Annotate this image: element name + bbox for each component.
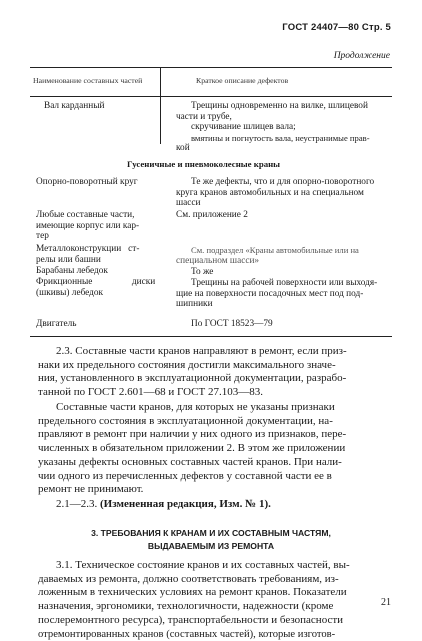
cell-line: кой (176, 143, 190, 154)
text-line: отремонтированных кранов (составных частей), которые изготов- (38, 628, 336, 640)
section-heading-3 (30, 527, 392, 552)
heading-line: ВЫДАВАЕМЫМ ИЗ РЕМОНТА (147, 540, 275, 551)
cell-line: шасси (176, 198, 201, 209)
text-line: 2.3. Составные части кранов направляют в ремонт, если приз- (56, 345, 347, 357)
table-row-defects (176, 278, 377, 310)
section-title: Гусеничные и пневмоколесные краны (127, 159, 281, 169)
table-bottom-rule (30, 336, 392, 337)
text-line: ния, установленного в эксплуатационной документации, разрабо- (38, 372, 347, 385)
table-row-defects (176, 101, 370, 154)
table-row-defects (176, 210, 248, 221)
col-header-name: Наименование составных частей (33, 76, 143, 85)
table-row-defects (191, 267, 213, 278)
heading-line: 3. ТРЕБОВАНИЯ К КРАНАМ И ИХ СОСТАВНЫМ ЧАСТЯМ, (91, 528, 331, 538)
cell-line: То же (191, 267, 214, 277)
amendment-range: 2.1—2.3. (56, 498, 100, 510)
text-line: численных в обязательном приложении 2. В этом же приложении (38, 442, 346, 455)
cell-line: шипники (176, 299, 213, 310)
text-line: предельного состояния в эксплуатационной документации, на- (38, 414, 333, 427)
cell-line: щие на поверхности посадочных мест под под- (176, 288, 364, 299)
table-row-name (36, 277, 154, 298)
cell-line: См. приложение 2 (176, 210, 248, 220)
cell-line: имеющие корпус или кар- (36, 220, 140, 231)
text-line: ложенным в технических условиях на ремонт кранов. Показатели (38, 586, 347, 599)
text-line: назначения, эргономики, технологичности, надежности (кроме (38, 600, 334, 613)
continuation-label: Продолжение (333, 51, 390, 61)
cell-line: Фрикционные диски (36, 277, 156, 287)
table-row-defects (176, 319, 273, 330)
table-row-defects (176, 245, 359, 266)
table-row-defects (176, 177, 374, 209)
text-line: чии одного из перечисленных дефектов у составной части ее в (38, 469, 332, 482)
text-line: послеремонтного ресурса), транспортабельности и безопасности (38, 613, 344, 626)
text-line: 3.1. Техническое состояние кранов и их составных частей, вы- (56, 559, 350, 571)
text-line: указаны дефекты основных составных частей кранов. При нали- (38, 455, 342, 468)
header-column-divider (160, 67, 161, 96)
cell-line: части и трубе, (176, 111, 232, 122)
cell-line: См. подраздел «Краны автомобильные или на (191, 245, 359, 255)
table-top-rule (30, 67, 392, 68)
text-line: правляют в ремонт при наличии у них одного из признаков, пере- (38, 428, 347, 441)
text-line (38, 498, 392, 512)
cell-line: Опорно-поворотный круг (36, 177, 138, 187)
table-header-rule (30, 96, 392, 97)
text-line: наки их предельного состояния достигли максимального значе- (38, 358, 336, 371)
text-line: ремонт не принимают. (38, 483, 144, 496)
text-line: Составные части кранов, для которых не указаны признаки (56, 401, 335, 413)
cell-line: Те же дефекты, что и для опорно-поворотного (191, 177, 375, 187)
cell-line: Металлоконструкции ст- (36, 244, 140, 254)
cell-line: круга кранов автомобильных и на специальном (176, 187, 364, 198)
cell-line: (шкивы) лебедок (36, 287, 104, 298)
table-row-name (44, 101, 104, 112)
table-row-name (36, 319, 76, 330)
standard-header: ГОСТ 24407—80 Стр. 5 (282, 22, 391, 33)
amendment-text: (Измененная редакция, Изм. № 1). (100, 498, 271, 510)
table-row-name (36, 266, 108, 277)
text-line: танной по ГОСТ 2.601—68 и ГОСТ 27.103—83. (38, 386, 263, 399)
cell-line: Трещины на рабочей поверхности или выходя- (191, 278, 378, 288)
paragraph-3-1 (38, 559, 392, 640)
paragraph-2-3-continued (38, 401, 392, 497)
cell-line: Трещины одновременно на вилке, шлицевой (191, 101, 368, 111)
cell-line: специальном шасси» (176, 255, 260, 266)
cell-line: тер (36, 231, 49, 242)
cell-line: вмятины и погнутость вала, неустранимые прав- (191, 132, 370, 143)
amendment-note (38, 498, 392, 512)
cell-line: скручивание шлицев вала; (191, 122, 296, 133)
table-row-name (36, 244, 139, 265)
cell-line: Двигатель (36, 319, 77, 329)
cell-line: Вал карданный (44, 101, 105, 111)
table-row-name (36, 210, 139, 242)
text-line: даваемых из ремонта, должно соответствовать требованиям, из- (38, 572, 339, 585)
cell-line: Любые составные части, (36, 210, 135, 220)
col-header-defects: Краткое описание дефектов (196, 76, 289, 85)
page-number: 21 (381, 597, 391, 608)
cell-line: По ГОСТ 18523—79 (191, 319, 273, 329)
top-column-divider (160, 96, 161, 144)
table-row-name (36, 177, 138, 188)
cell-line: релы или башни (36, 254, 101, 265)
paragraph-2-3 (38, 345, 392, 400)
cell-line: Барабаны лебедок (36, 266, 108, 276)
